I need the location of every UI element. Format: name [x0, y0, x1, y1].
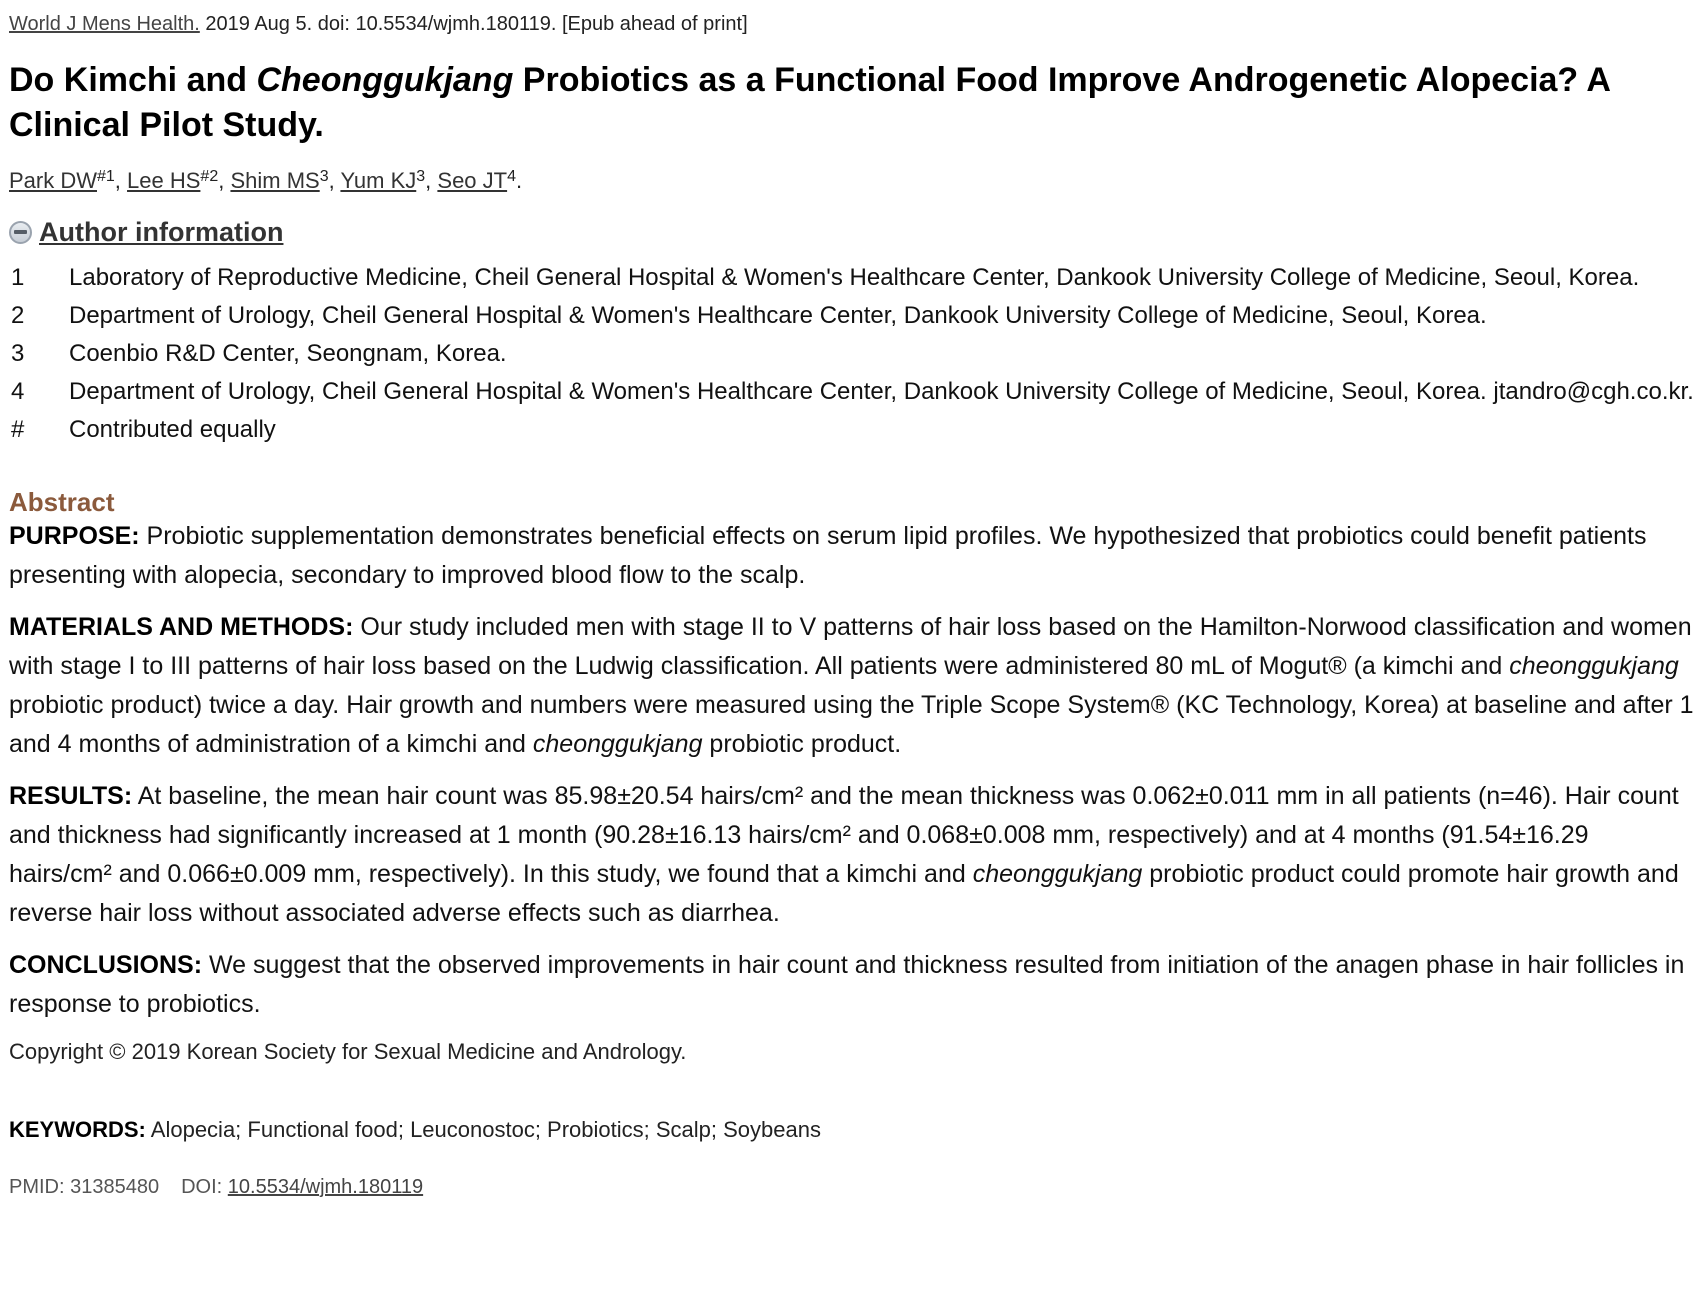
- abstract-purpose: [9, 517, 1697, 595]
- affiliation-text: Contributed equally: [69, 416, 276, 443]
- article-title: [9, 58, 1697, 148]
- affiliation-item: [9, 413, 1697, 446]
- abstract-methods: [9, 608, 1697, 764]
- affiliation-item: [9, 375, 1697, 408]
- title-italic: Cheonggukjang: [256, 61, 514, 99]
- abstract-conclusions: [9, 946, 1697, 1024]
- author-link[interactable]: Lee HS: [127, 168, 201, 193]
- pmid: PMID: 31385480: [9, 1176, 160, 1198]
- results-text: At baseline, the mean hair count was 85.98±20.54 hairs/cm² and the mean thickness was 0.062±0.011 mm in all patients (n=46). Hair count and thickness had significantly increased at 1 month (90.28±16.13 hairs/cm² and 0.068±0.008 mm, respectively) and at 4 months (91.54±16.29 hairs/cm² and 0.066±0.009 mm, respectively). In this study, we found that a kimchi and: [9, 782, 1679, 888]
- affiliation-number: #: [11, 416, 25, 443]
- collapse-minus-icon[interactable]: [9, 221, 32, 244]
- identifiers-line: [9, 1173, 1697, 1201]
- affiliation-text: Coenbio R&D Center, Seongnam, Korea.: [69, 340, 507, 367]
- keywords-line: [9, 1115, 1697, 1145]
- methods-text: Our study included men with stage II to V patterns of hair loss based on the Hamilton-Norwood classification and women with stage I to III patterns of hair loss based on the Ludwig classification. All patients were administered 80 mL of Mogut® (a kimchi and: [9, 613, 1692, 680]
- author-separator: .: [516, 168, 523, 193]
- affiliation-item: [9, 337, 1697, 370]
- affiliation-text: Laboratory of Reproductive Medicine, Cheil General Hospital & Women's Healthcare Center, Dankook University College of Medicine, Seoul, Korea.: [69, 264, 1640, 291]
- author-affil-ref: 3: [416, 168, 426, 185]
- conclusions-text: We suggest that the observed improvements in hair count and thickness resulted from initiation of the anagen phase in hair follicles in response to probiotics.: [9, 951, 1685, 1018]
- purpose-text: Probiotic supplementation demonstrates beneficial effects on serum lipid profiles. We hypothesized that probiotics could benefit patients presenting with alopecia, secondary to improved blood flow to the scalp.: [9, 522, 1647, 589]
- author-affil-ref: 4: [507, 168, 516, 185]
- methods-italic: cheonggukjang: [1509, 652, 1679, 680]
- author-separator: ,: [114, 168, 128, 193]
- citation-line: [9, 10, 1697, 38]
- affiliation-number: 4: [11, 378, 25, 405]
- methods-text: probiotic product.: [702, 730, 902, 758]
- results-text: probiotic product could promote hair growth and reverse hair loss without associated adverse effects such as diarrhea.: [9, 860, 1679, 927]
- purpose-label: PURPOSE:: [9, 522, 140, 550]
- keywords-label: KEYWORDS:: [9, 1117, 146, 1142]
- results-italic: cheonggukjang: [972, 860, 1143, 888]
- doi-link[interactable]: 10.5534/wjmh.180119: [227, 1176, 424, 1198]
- methods-label: MATERIALS AND METHODS:: [9, 613, 354, 641]
- author-link[interactable]: Shim MS: [230, 168, 320, 193]
- doi-label: DOI:: [181, 1176, 228, 1198]
- author-link[interactable]: Yum KJ: [340, 168, 417, 193]
- methods-italic: cheonggukjang: [532, 730, 703, 758]
- affiliation-item: [9, 261, 1697, 294]
- author-affil-ref: #2: [200, 168, 219, 185]
- author-link[interactable]: Seo JT: [437, 168, 508, 193]
- author-separator: ,: [328, 168, 341, 193]
- author-information-label[interactable]: Author information: [39, 217, 284, 247]
- methods-text: probiotic product) twice a day. Hair growth and numbers were measured using the Triple Scope System® (KC Technology, Korea) at baseline and after 1 and 4 months of administration of a kimchi and: [9, 691, 1694, 758]
- affiliation-text: Department of Urology, Cheil General Hospital & Women's Healthcare Center, Dankook University College of Medicine, Seoul, Korea.: [69, 302, 1487, 329]
- affiliation-text: Department of Urology, Cheil General Hospital & Women's Healthcare Center, Dankook University College of Medicine, Seoul, Korea. jtandro@cgh.co.kr.: [69, 378, 1694, 405]
- affiliation-number: 3: [11, 340, 25, 367]
- abstract-heading: Abstract: [9, 487, 115, 517]
- affiliation-number: 2: [11, 302, 25, 329]
- title-part-1: Do Kimchi and: [9, 61, 257, 99]
- copyright-notice: Copyright © 2019 Korean Society for Sexual Medicine and Andrology.: [9, 1039, 687, 1064]
- author-link[interactable]: Park DW: [9, 168, 97, 193]
- author-separator: ,: [218, 168, 231, 193]
- journal-link[interactable]: World J Mens Health.: [9, 13, 200, 35]
- keywords-text: Alopecia; Functional food; Leuconostoc; Probiotics; Scalp; Soybeans: [145, 1117, 821, 1142]
- title-part-2: Probiotics as a Functional Food Improve Androgenetic Alopecia? A Clinical Pilot Study.: [9, 61, 1610, 144]
- author-separator: ,: [425, 168, 438, 193]
- conclusions-label: CONCLUSIONS:: [9, 951, 203, 979]
- author-affil-ref: #1: [97, 168, 115, 185]
- affiliation-number: 1: [11, 264, 25, 291]
- author-list: [9, 166, 1697, 196]
- abstract-results: [9, 777, 1697, 933]
- author-affil-ref: 3: [319, 168, 329, 185]
- affiliation-item: [9, 299, 1697, 332]
- affiliation-list: [9, 261, 1697, 446]
- results-label: RESULTS:: [9, 782, 133, 810]
- citation-details: 2019 Aug 5. doi: 10.5534/wjmh.180119. [Epub ahead of print]: [199, 13, 748, 35]
- author-information-toggle[interactable]: [9, 214, 1697, 250]
